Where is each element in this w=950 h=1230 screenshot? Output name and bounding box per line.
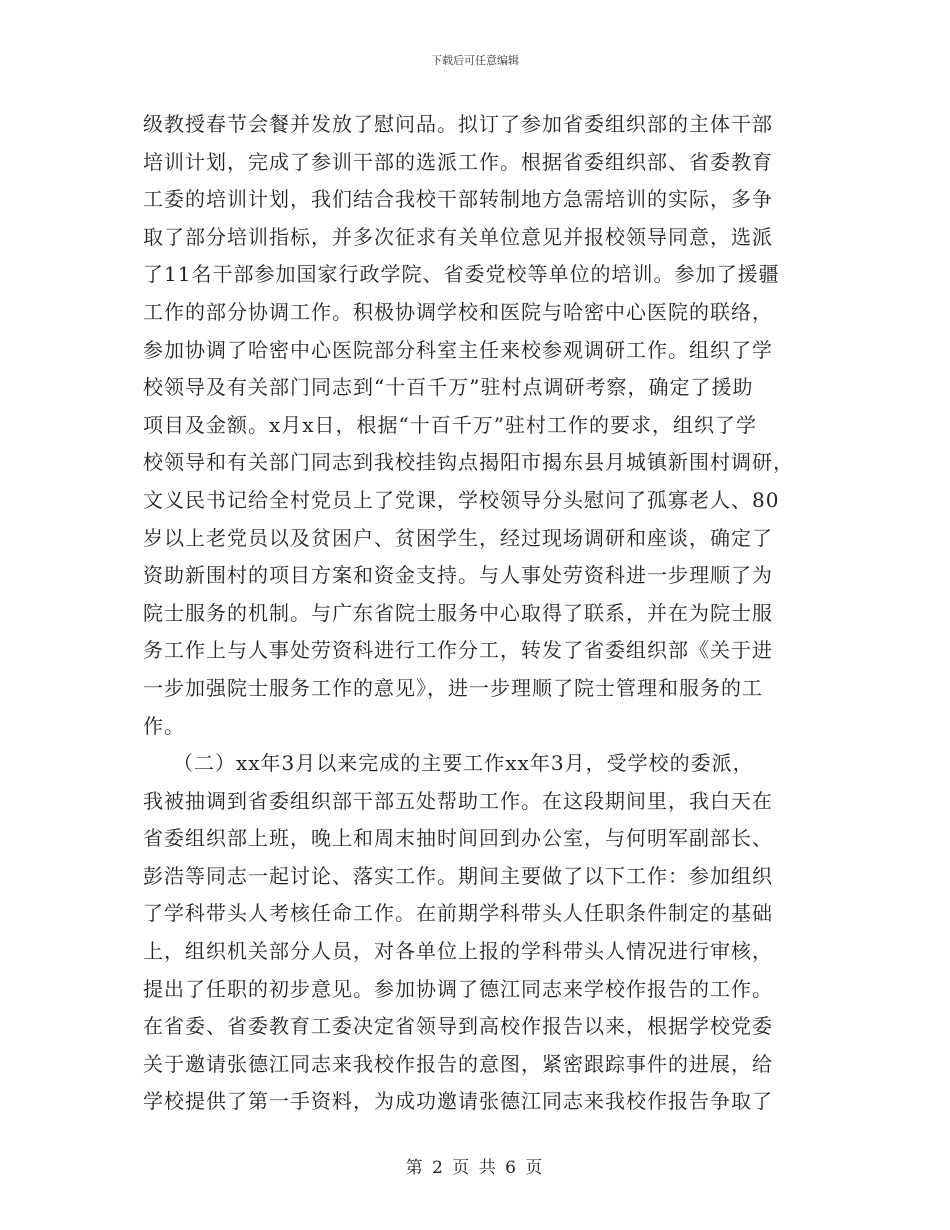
text-line: 省委组织部上班，晚上和周末抽时间回到办公室，与何明军副部长、 bbox=[143, 826, 773, 851]
text-line: 级教授春节会餐并发放了慰问品。拟订了参加省委组织部的主体干部 bbox=[143, 112, 773, 136]
text-line: 在省委、省委教育工委决定省领导到高校作报告以来，根据学校党委 bbox=[143, 1014, 773, 1039]
text-line: 彭浩等同志一起讨论、落实工作。期间主要做了以下工作：参加组织 bbox=[143, 863, 773, 888]
text-line: 工作的部分协调工作。积极协调学校和医院与哈密中心医院的联络， bbox=[143, 299, 773, 324]
text-line: 岁以上老党员以及贫困户、贫困学生，经过现场调研和座谈，确定了 bbox=[143, 525, 773, 550]
text-line: 院士服务的机制。与广东省院士服务中心取得了联系，并在为院士服 bbox=[143, 600, 773, 625]
text-line: 了学科带头人考核任命工作。在前期学科带头人任职条件制定的基础 bbox=[143, 901, 773, 926]
text-line: 一步加强院士服务工作的意见》，进一步理顺了院士管理和服务的工 bbox=[143, 675, 763, 700]
text-line: 上，组织机关部分人员，对各单位上报的学科带头人情况进行审核， bbox=[143, 939, 773, 964]
text-line: 资助新围村的项目方案和资金支持。与人事处劳资科进一步理顺了为 bbox=[143, 563, 773, 588]
text-line: 参加协调了哈密中心医院部分科室主任来校参观调研工作。组织了学 bbox=[143, 337, 773, 362]
text-line: 了11名干部参加国家行政学院、省委党校等单位的培训。参加了援疆 bbox=[143, 262, 780, 287]
paragraph-1 bbox=[143, 106, 808, 745]
text-line: 文义民书记给全村党员上了党课，学校领导分头慰问了孤寡老人、80 bbox=[143, 487, 780, 512]
text-line: 务工作上与人事处劳资科进行工作分工，转发了省委组织部《关于进 bbox=[143, 638, 773, 663]
document-body bbox=[143, 106, 808, 1121]
page-number: 第 2 页 共 6 页 bbox=[405, 1158, 545, 1178]
text-line: 提出了任职的初步意见。参加协调了德江同志来学校作报告的工作。 bbox=[143, 976, 773, 1001]
paragraph-2 bbox=[143, 745, 808, 1121]
text-line: 工委的培训计划，我们结合我校干部转制地方急需培训的实际，多争 bbox=[143, 187, 773, 212]
text-line: 我被抽调到省委组织部干部五处帮助工作。在这段期间里，我白天在 bbox=[143, 788, 773, 813]
text-line: 关于邀请张德江同志来我校作报告的意图，紧密跟踪事件的进展，给 bbox=[143, 1051, 773, 1076]
text-line: 校领导及有关部门同志到“十百千万”驻村点调研考察，确定了援助 bbox=[143, 375, 754, 400]
text-line: 取了部分培训指标，并多次征求有关单位意见并报校领导同意，选派 bbox=[143, 224, 773, 249]
text-line: 学校提供了第一手资料，为成功邀请张德江同志来我校作报告争取了 bbox=[143, 1089, 773, 1114]
page-header: 下载后可任意编辑 bbox=[431, 54, 519, 67]
text-line: 项目及金额。x月x日，根据“十百千万”驻村工作的要求，组织了学 bbox=[143, 412, 758, 437]
text-line: 培训计划，完成了参训干部的选派工作。根据省委组织部、省委教育 bbox=[143, 149, 773, 174]
text-line: 作。 bbox=[143, 713, 185, 738]
text-line: 校领导和有关部门同志到我校挂钩点揭阳市揭东县月城镇新围村调研， bbox=[143, 450, 794, 475]
text-line: （二）xx年3月以来完成的主要工作xx年3月，受学校的委派， bbox=[173, 751, 754, 776]
